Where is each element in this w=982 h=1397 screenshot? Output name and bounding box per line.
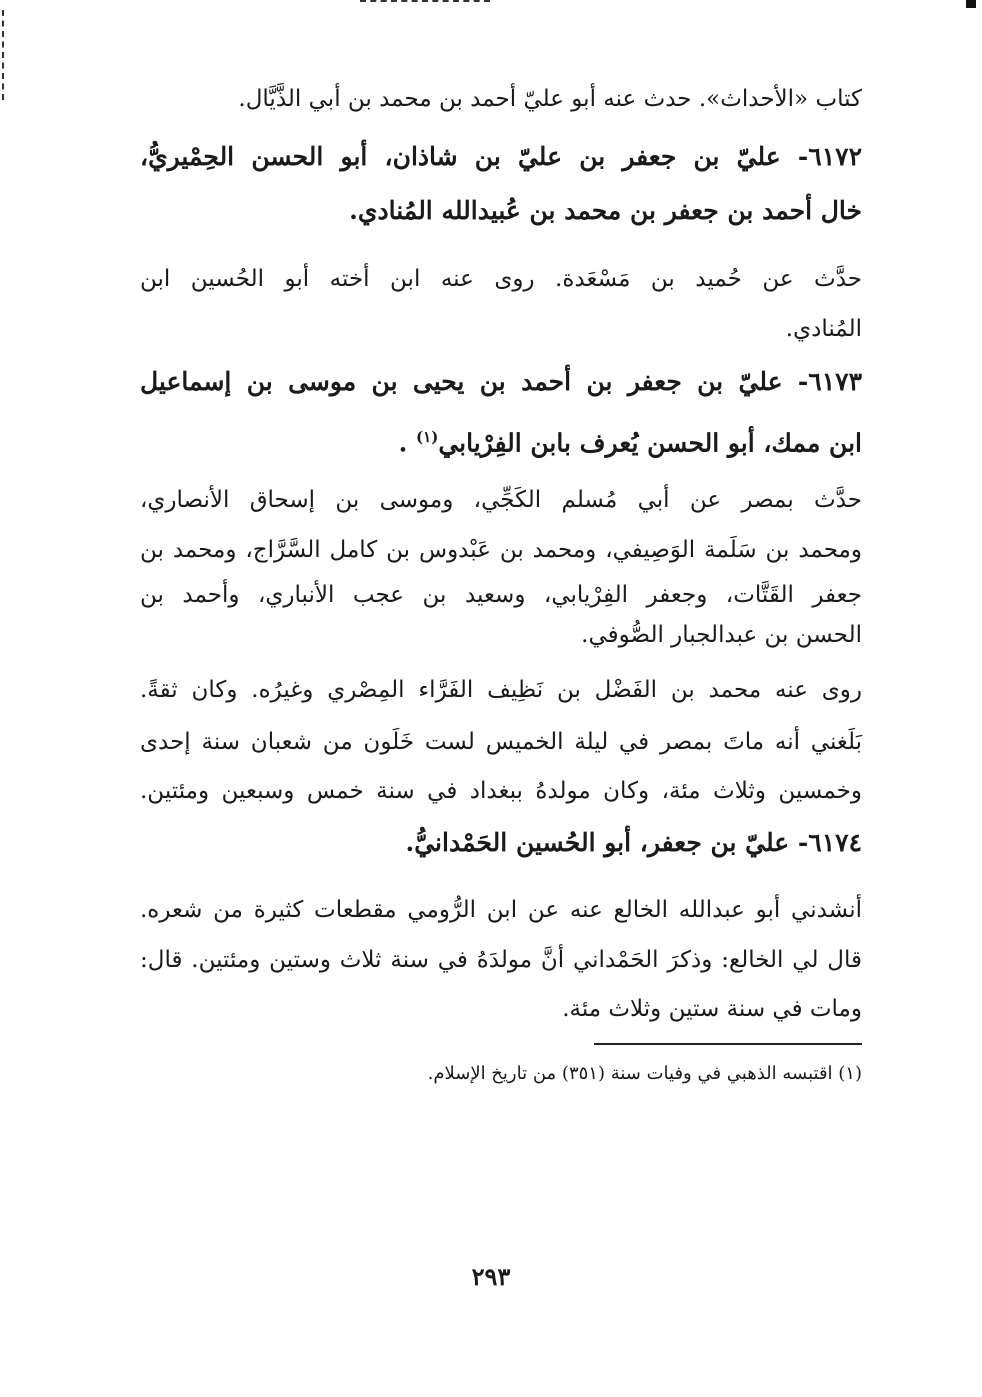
- text-line-13: بَلَغني أنه ماتَ بمصر في ليلة الخميس لست خَلَون من شعبان سنة إحدى: [140, 729, 862, 755]
- text-line-12: روى عنه محمد بن الفَضْل بن نَظِيف الفَرَّاء المِصْري وغيرُه. وكان ثقةً.: [140, 677, 862, 703]
- text-line-9: ومحمد بن سَلَمة الوَصِيفي، ومحمد بن عَبْدوس بن كامل السَّرَّاج، ومحمد بن: [140, 537, 862, 563]
- page-number: ٢٩٣: [471, 1262, 511, 1291]
- text-line-10: جعفر القَتَّات، وجعفر الفِرْيابي، وسعيد بن عجب الأنباري، وأحمد بن: [140, 582, 862, 608]
- footnote-1: (١) اقتبسه الذهبي في وفيات سنة (٣٥١) من تاريخ الإسلام.: [427, 1063, 862, 1084]
- text-line-17: قال لي الخالع: وذكرَ الحَمْداني أنَّ مولدَهُ في سنة ثلاث وستين ومئتين. قال:: [140, 947, 862, 973]
- text-line-18: ومات في سنة ستين وثلاث مئة.: [562, 996, 862, 1022]
- entry-6174-heading: ٦١٧٤- عليّ بن جعفر، أبو الحُسين الحَمْدانيُّ.: [405, 828, 862, 857]
- entry-6173-heading-text: ابن ممك، أبو الحسن يُعرف بابن الفِرْيابي: [438, 428, 862, 458]
- text-line-14: وخمسين وثلاث مئة، وكان مولدهُ ببغداد في سنة خمس وسبعين ومئتين.: [140, 778, 862, 804]
- entry-6172-heading-line-1: ٦١٧٢- عليّ بن جعفر بن عليّ بن شاذان، أبو الحسن الحِمْيريُّ،: [140, 142, 862, 171]
- text-line-1: كتاب «الأحداث». حدث عنه أبو عليّ أحمد بن محمد بن أبي الذَّيَّال.: [238, 86, 862, 112]
- entry-6173-heading-line-1: ٦١٧٣- عليّ بن جعفر بن أحمد بن يحيى بن موسى بن إسماعيل: [140, 367, 862, 396]
- text-line-16: أنشدني أبو عبدالله الخالع عنه عن ابن الرُّومي مقطعات كثيرة من شعره.: [140, 897, 862, 923]
- footnote-reference: (١): [416, 428, 439, 446]
- entry-6172-heading-line-2: خال أحمد بن جعفر بن محمد بن عُبيدالله المُنادي.: [349, 196, 862, 225]
- text-line-4: حدَّث عن حُميد بن مَسْعَدة. روى عنه ابن أخته أبو الحُسين ابن: [140, 266, 862, 292]
- text-line-11: الحسن بن عبدالجبار الصُّوفي.: [581, 622, 862, 648]
- scan-edge-mark-top: [360, 0, 490, 5]
- text-line-8: حدَّث بمصر عن أبي مُسلم الكَجِّي، وموسى بن إسحاق الأنصاري،: [140, 487, 862, 513]
- scan-edge-mark-right: [966, 0, 976, 8]
- text-line-5: المُنادي.: [785, 316, 862, 342]
- footnote-separator: [594, 1043, 862, 1045]
- heading-end-period: .: [398, 428, 408, 458]
- scan-edge-mark-left: [2, 10, 6, 100]
- entry-6173-heading-line-2: [140, 420, 862, 460]
